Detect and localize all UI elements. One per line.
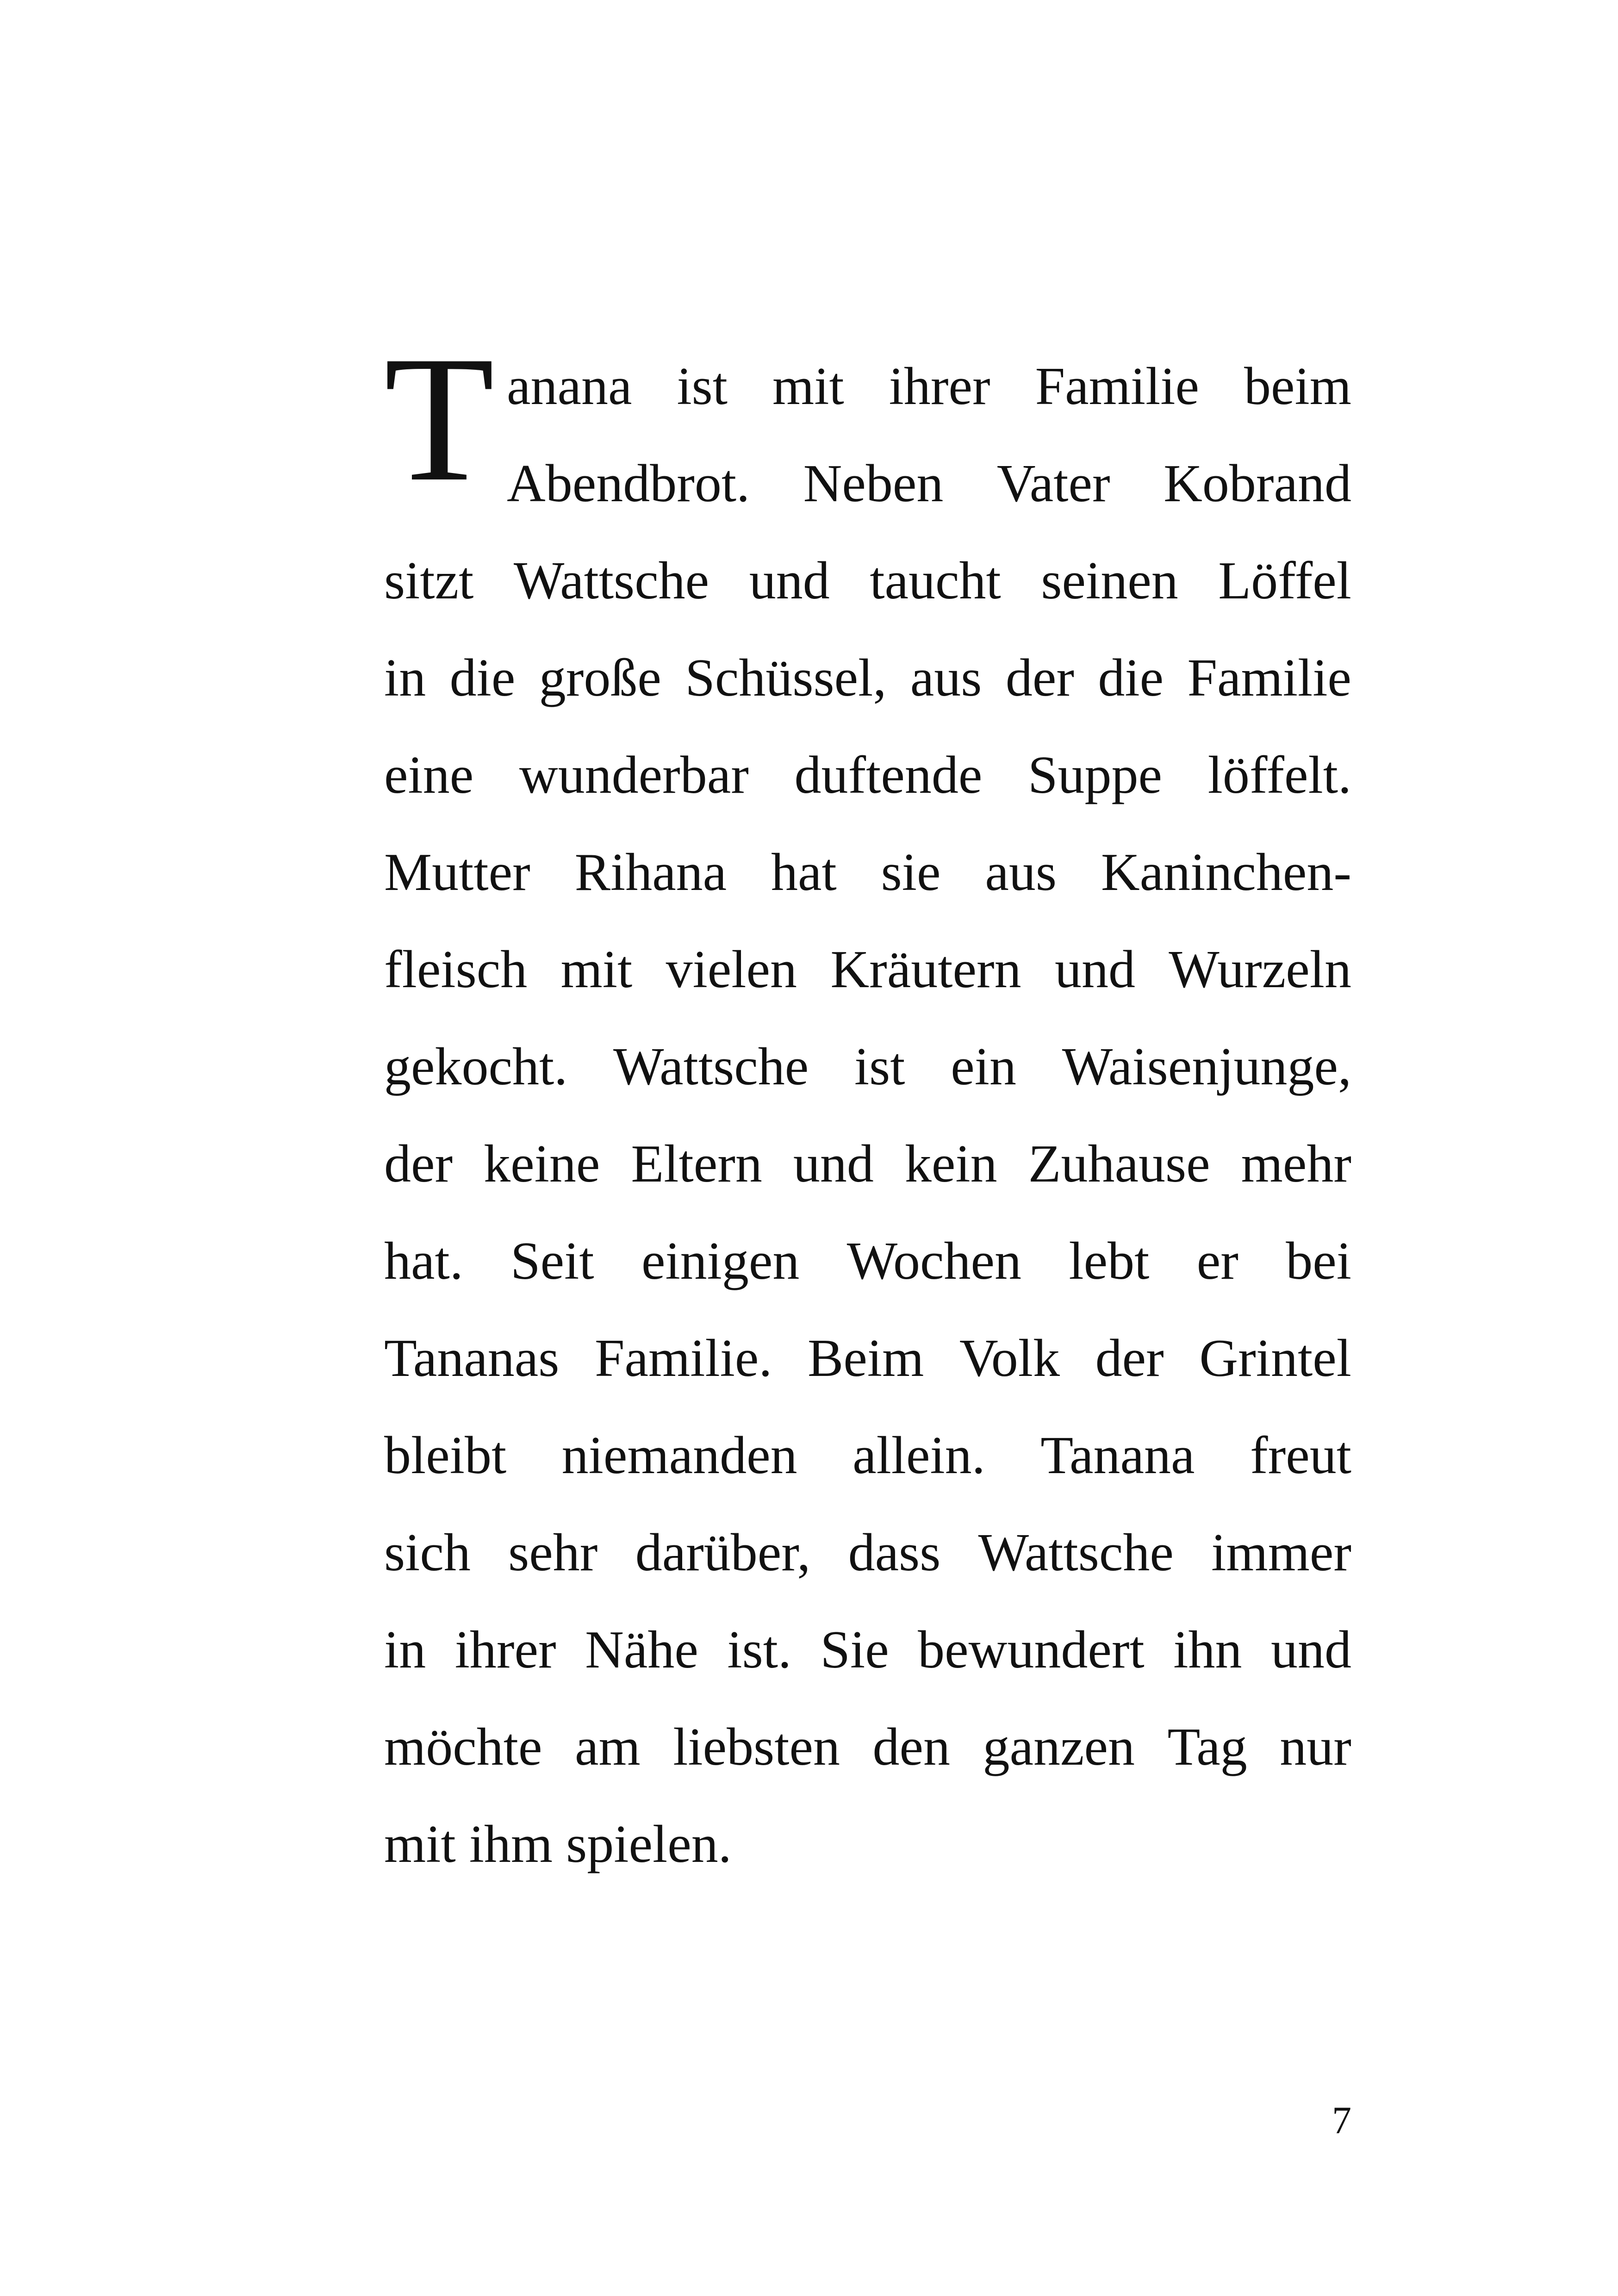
word: Waisenjunge, bbox=[1062, 1037, 1351, 1096]
word: fleisch bbox=[384, 940, 528, 999]
text-line bbox=[384, 629, 1351, 727]
drop-cap: T bbox=[384, 319, 495, 519]
word: taucht bbox=[870, 551, 1001, 610]
word: Neben bbox=[803, 454, 944, 513]
word: freut bbox=[1250, 1425, 1351, 1485]
text-line bbox=[384, 1213, 1351, 1310]
word: möchte bbox=[384, 1717, 542, 1777]
word: Löffel bbox=[1218, 551, 1351, 610]
text-line bbox=[384, 1407, 1351, 1504]
word: Vater bbox=[996, 454, 1110, 513]
word: der bbox=[1005, 648, 1074, 708]
word: Wurzeln bbox=[1169, 940, 1351, 999]
word: allein. bbox=[853, 1425, 985, 1485]
word: mehr bbox=[1241, 1134, 1351, 1194]
word: und bbox=[749, 551, 830, 610]
word: die bbox=[449, 648, 516, 708]
word: ein bbox=[951, 1037, 1016, 1096]
word: vielen bbox=[666, 940, 797, 999]
word: Sie bbox=[820, 1620, 889, 1680]
word: Beim bbox=[808, 1328, 924, 1388]
word: hat. bbox=[384, 1231, 463, 1291]
word: lebt bbox=[1069, 1231, 1150, 1291]
word: bei bbox=[1286, 1231, 1351, 1291]
word: liebsten bbox=[673, 1717, 840, 1777]
word: Rihana bbox=[574, 842, 727, 902]
word: Eltern bbox=[631, 1134, 762, 1194]
word: beim bbox=[1244, 356, 1351, 416]
word: einigen bbox=[641, 1231, 800, 1291]
word: darüber, bbox=[635, 1523, 811, 1582]
word: Wattsche bbox=[978, 1523, 1174, 1582]
word: sehr bbox=[508, 1523, 598, 1582]
word: große bbox=[539, 648, 661, 708]
text-line bbox=[384, 338, 1351, 435]
word: dass bbox=[848, 1523, 941, 1582]
word: Nähe bbox=[585, 1620, 698, 1680]
word: ihrer bbox=[889, 356, 990, 416]
word: Tanana bbox=[1040, 1425, 1195, 1485]
word: Familie bbox=[1187, 648, 1351, 708]
word: eine bbox=[384, 745, 474, 805]
word: immer bbox=[1211, 1523, 1351, 1582]
word: keine bbox=[484, 1134, 600, 1194]
word: Wattsche bbox=[613, 1037, 809, 1096]
word: bleibt bbox=[384, 1425, 507, 1485]
word: ihrer bbox=[454, 1620, 556, 1680]
text-line bbox=[384, 921, 1351, 1018]
word: der bbox=[1095, 1328, 1164, 1388]
word: spielen. bbox=[566, 1814, 732, 1874]
word: bewundert bbox=[918, 1620, 1145, 1680]
word: Familie. bbox=[594, 1328, 772, 1388]
word: mit bbox=[772, 356, 844, 416]
word: Seit bbox=[510, 1231, 594, 1291]
word: ist bbox=[677, 356, 728, 416]
word: in bbox=[384, 1620, 426, 1680]
text-line bbox=[384, 1115, 1351, 1213]
word: Abendbrot. bbox=[507, 454, 750, 513]
word: Grintel bbox=[1199, 1328, 1351, 1388]
word: er bbox=[1196, 1231, 1238, 1291]
text-line bbox=[384, 1699, 1351, 1796]
word: und bbox=[1054, 940, 1135, 999]
word: Volk bbox=[959, 1328, 1060, 1388]
word: Wochen bbox=[846, 1231, 1021, 1291]
text-line bbox=[384, 1601, 1351, 1699]
word: sitzt bbox=[384, 551, 474, 610]
word: Mutter bbox=[384, 842, 530, 902]
page-number: 7 bbox=[1332, 2099, 1351, 2142]
word: die bbox=[1098, 648, 1164, 708]
text-line bbox=[384, 1018, 1351, 1115]
word: anana bbox=[507, 356, 632, 416]
text-line bbox=[384, 824, 1351, 921]
word: aus bbox=[910, 648, 982, 708]
word: Familie bbox=[1035, 356, 1200, 416]
word: sich bbox=[384, 1523, 471, 1582]
word: ist bbox=[854, 1037, 905, 1096]
word: nur bbox=[1280, 1717, 1351, 1777]
word: seinen bbox=[1041, 551, 1178, 610]
word: Zuhause bbox=[1028, 1134, 1210, 1194]
text-line bbox=[384, 1504, 1351, 1601]
text-line bbox=[384, 1310, 1351, 1407]
word: Tananas bbox=[384, 1328, 560, 1388]
word: Suppe bbox=[1027, 745, 1162, 805]
word: Kobrand bbox=[1164, 454, 1351, 513]
word: ihn bbox=[1173, 1620, 1242, 1680]
word: den bbox=[872, 1717, 951, 1777]
text-line bbox=[384, 1796, 1351, 1893]
body-paragraph bbox=[384, 319, 1351, 1893]
word: aus bbox=[985, 842, 1057, 902]
word: Kräutern bbox=[830, 940, 1021, 999]
word: niemanden bbox=[561, 1425, 797, 1485]
word: Schüssel, bbox=[685, 648, 887, 708]
word: in bbox=[384, 648, 426, 708]
word: wunderbar bbox=[519, 745, 749, 805]
text-line bbox=[384, 727, 1351, 824]
word: kein bbox=[904, 1134, 997, 1194]
word: löffelt. bbox=[1207, 745, 1351, 805]
word: sie bbox=[881, 842, 941, 902]
word: Kaninchen- bbox=[1101, 842, 1351, 902]
word: mit bbox=[384, 1814, 456, 1874]
word: duftende bbox=[794, 745, 983, 805]
word: mit bbox=[560, 940, 633, 999]
word: und bbox=[793, 1134, 874, 1194]
word: gekocht. bbox=[384, 1037, 568, 1096]
word: Tag bbox=[1167, 1717, 1247, 1777]
word: ihm bbox=[469, 1814, 553, 1874]
word: Wattsche bbox=[513, 551, 709, 610]
word: und bbox=[1270, 1620, 1351, 1680]
word: ist. bbox=[727, 1620, 791, 1680]
word: hat bbox=[771, 842, 837, 902]
word: der bbox=[384, 1134, 453, 1194]
text-line bbox=[384, 532, 1351, 629]
word: am bbox=[574, 1717, 641, 1777]
text-line bbox=[384, 435, 1351, 532]
word: ganzen bbox=[983, 1717, 1135, 1777]
